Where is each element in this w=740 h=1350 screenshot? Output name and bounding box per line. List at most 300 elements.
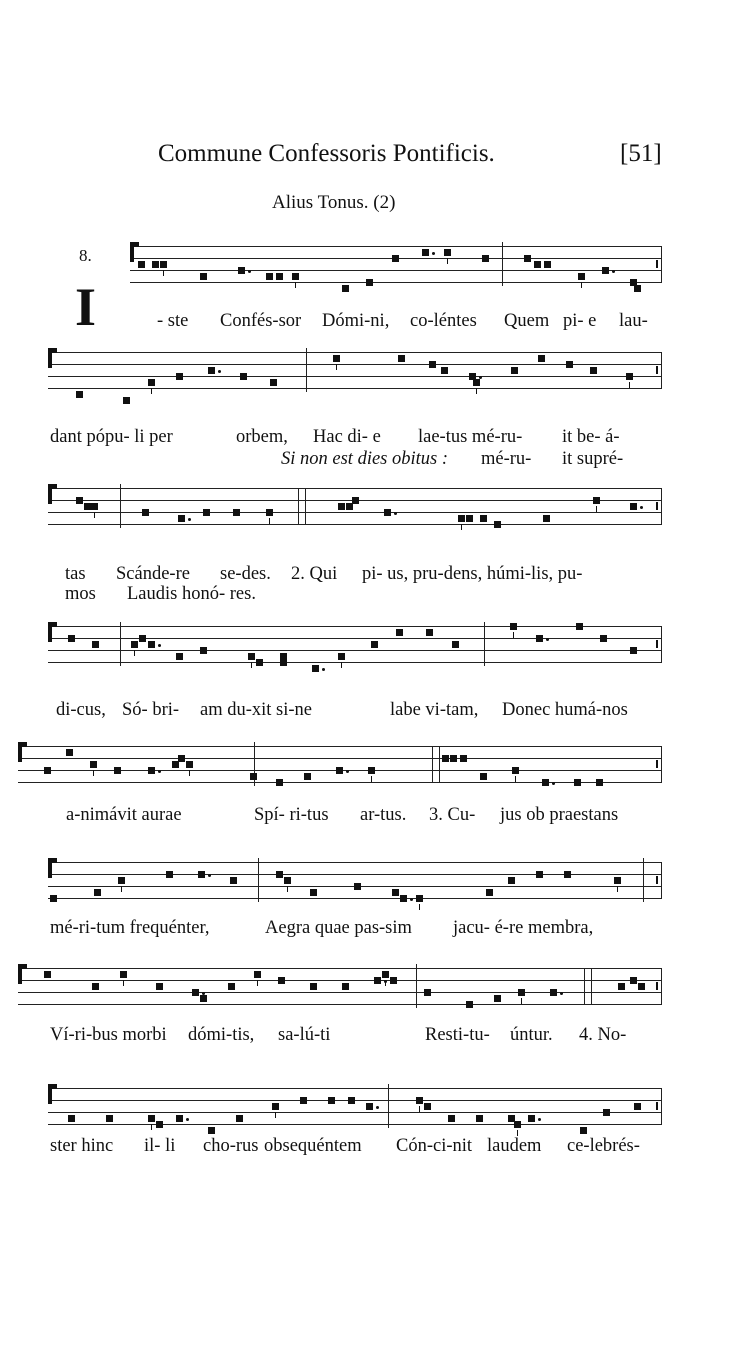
neume-note xyxy=(424,1103,431,1110)
mora-dot xyxy=(208,874,211,877)
l3alt-a: mos xyxy=(65,584,96,604)
neume-note xyxy=(460,755,467,762)
l3-b: Scánde-re xyxy=(116,564,190,584)
neume-note xyxy=(543,515,550,522)
neume-note xyxy=(336,767,343,774)
bar-line xyxy=(306,348,307,392)
mora-dot xyxy=(346,770,349,773)
neume-note xyxy=(452,641,459,648)
neume-note xyxy=(208,1127,215,1134)
bar-line xyxy=(502,242,503,286)
ictus-mark xyxy=(123,980,124,986)
neume-note xyxy=(346,503,353,510)
neume-note xyxy=(342,285,349,292)
neume-note xyxy=(338,503,345,510)
staff-line xyxy=(18,782,662,783)
double-bar-line xyxy=(584,968,592,1004)
neume-note xyxy=(200,273,207,280)
ictus-mark xyxy=(287,886,288,892)
neume-note xyxy=(600,635,607,642)
neume-note xyxy=(68,1115,75,1122)
staff-end-line xyxy=(661,246,662,282)
neume-note xyxy=(564,871,571,878)
neume-note xyxy=(473,379,480,386)
staff-line xyxy=(48,1112,662,1113)
staff-4 xyxy=(48,616,662,672)
l2-b: orbem, xyxy=(236,427,288,447)
neume-note xyxy=(580,1127,587,1134)
staff-line xyxy=(48,898,662,899)
neume-note xyxy=(352,497,359,504)
clef-mark xyxy=(48,484,52,504)
neume-note xyxy=(333,355,340,362)
neume-note xyxy=(626,373,633,380)
neume-note xyxy=(422,249,429,256)
neume-note xyxy=(131,641,138,648)
neume-note xyxy=(90,761,97,768)
bar-line xyxy=(388,1084,389,1128)
ictus-mark xyxy=(163,270,164,276)
neume-note xyxy=(76,497,83,504)
l8-a: ster hinc xyxy=(50,1136,114,1156)
neume-note xyxy=(382,971,389,978)
staff-line xyxy=(48,512,662,513)
ictus-mark xyxy=(513,632,514,638)
staff-line xyxy=(130,246,662,247)
l4-d: labe vi-tam, xyxy=(390,700,479,720)
neume-note xyxy=(92,983,99,990)
neume-note xyxy=(603,1109,610,1116)
staff-line xyxy=(18,1004,662,1005)
clef-mark xyxy=(18,742,22,762)
ictus-mark xyxy=(189,770,190,776)
staff-line xyxy=(48,352,662,353)
staff-5 xyxy=(18,736,662,792)
l2-e: it be- á- xyxy=(562,427,620,447)
chant-subtitle: Alius Tonus. (2) xyxy=(272,192,396,213)
neume-note xyxy=(634,1103,641,1110)
ictus-mark xyxy=(517,1130,518,1136)
neume-note xyxy=(536,871,543,878)
staff-line xyxy=(48,662,662,663)
neume-note xyxy=(476,1115,483,1122)
neume-note xyxy=(480,515,487,522)
l3-a: tas xyxy=(65,564,86,584)
l4-b: Só- bri- xyxy=(122,700,180,720)
neume-note xyxy=(278,977,285,984)
neume-note xyxy=(50,895,57,902)
neume-note xyxy=(256,659,263,666)
neume-note xyxy=(630,647,637,654)
initial-letter: I xyxy=(75,277,97,337)
staff-line xyxy=(48,862,662,863)
l1-f: pi- e xyxy=(563,311,597,331)
bar-line xyxy=(643,858,644,902)
clef-mark xyxy=(48,622,52,642)
staff-line xyxy=(48,388,662,389)
mora-dot xyxy=(376,1106,379,1109)
neume-note xyxy=(139,635,146,642)
ictus-mark xyxy=(476,388,477,394)
ictus-mark xyxy=(447,258,448,264)
neume-note xyxy=(466,515,473,522)
clef-mark xyxy=(48,348,52,368)
ictus-mark xyxy=(121,886,122,892)
neume-note xyxy=(614,877,621,884)
ictus-mark xyxy=(419,1106,420,1112)
neume-note xyxy=(371,641,378,648)
neume-note xyxy=(328,1097,335,1104)
neume-note xyxy=(534,261,541,268)
l1-d: co-léntes xyxy=(410,311,477,331)
l2alt-a: Si non est dies obitus : xyxy=(281,449,449,469)
l3alt-b: Laudis honó- res. xyxy=(127,584,256,604)
staff-end-line xyxy=(661,352,662,388)
l1-e: Quem xyxy=(504,311,550,331)
neume-note xyxy=(458,515,465,522)
neume-note xyxy=(342,983,349,990)
neume-note xyxy=(254,971,261,978)
neume-note xyxy=(590,367,597,374)
staff-line xyxy=(48,1124,662,1125)
neume-note xyxy=(392,889,399,896)
bar-line xyxy=(258,858,259,902)
staff-line xyxy=(18,746,662,747)
clef-mark xyxy=(48,1084,52,1104)
l2-c: Hac di- e xyxy=(313,427,381,447)
neume-note xyxy=(228,983,235,990)
neume-note xyxy=(178,515,185,522)
neume-note xyxy=(233,509,240,516)
ictus-mark xyxy=(151,1124,152,1130)
l4-e: Donec humá-nos xyxy=(502,700,628,720)
neume-note xyxy=(429,361,436,368)
l6-c: jacu- é-re membra, xyxy=(453,918,594,938)
neume-note xyxy=(482,255,489,262)
staff-end-line xyxy=(661,746,662,782)
mora-dot xyxy=(612,270,615,273)
neume-note xyxy=(444,249,451,256)
neume-note xyxy=(176,373,183,380)
neume-note xyxy=(266,509,273,516)
neume-note xyxy=(638,983,645,990)
custos-mark xyxy=(656,876,658,884)
neume-note xyxy=(426,629,433,636)
neume-note xyxy=(442,755,449,762)
ictus-mark xyxy=(581,282,582,288)
staff-line xyxy=(48,376,662,377)
l2-a: dant pópu- li per xyxy=(50,427,173,447)
mora-dot xyxy=(410,898,413,901)
neume-note xyxy=(266,273,273,280)
neume-note xyxy=(441,367,448,374)
ictus-mark xyxy=(134,650,135,656)
staff-line xyxy=(48,650,662,651)
neume-note xyxy=(354,883,361,890)
staff-2 xyxy=(48,342,662,398)
l5-e: jus ob praestans xyxy=(500,805,619,825)
neume-note xyxy=(84,503,91,510)
neume-note xyxy=(538,355,545,362)
staff-line xyxy=(48,626,662,627)
staff-line xyxy=(48,1088,662,1089)
neume-note xyxy=(120,971,127,978)
l7-b: dómi-tis, xyxy=(188,1025,255,1045)
neume-note xyxy=(348,1097,355,1104)
neume-note xyxy=(114,767,121,774)
neume-note xyxy=(276,779,283,786)
neume-note xyxy=(68,635,75,642)
neume-note xyxy=(200,647,207,654)
l8-e: Cón-ci-nit xyxy=(396,1136,473,1156)
neume-note xyxy=(374,977,381,984)
neume-note xyxy=(390,977,397,984)
double-bar-line xyxy=(298,488,306,524)
ictus-mark xyxy=(385,980,386,986)
mode-number: 8. xyxy=(79,246,92,265)
l2alt-c: it supré- xyxy=(562,449,624,469)
staff-line xyxy=(130,270,662,271)
neume-note xyxy=(536,635,543,642)
l5-c: ar-tus. xyxy=(360,805,407,825)
neume-note xyxy=(160,261,167,268)
ictus-mark xyxy=(596,506,597,512)
ictus-mark xyxy=(336,364,337,370)
neume-note xyxy=(142,509,149,516)
custos-mark xyxy=(656,1102,658,1110)
l1-a: - ste xyxy=(157,311,189,331)
neume-note xyxy=(514,1121,521,1128)
neume-note xyxy=(566,361,573,368)
staff-end-line xyxy=(661,862,662,898)
staff-line xyxy=(130,282,662,283)
l4-a: di-cus, xyxy=(56,700,106,720)
neume-note xyxy=(596,779,603,786)
neume-note xyxy=(480,773,487,780)
double-bar-line xyxy=(432,746,440,782)
staff-3 xyxy=(48,478,662,534)
neume-note xyxy=(630,503,637,510)
neume-note xyxy=(176,1115,183,1122)
l5-d: 3. Cu- xyxy=(429,805,476,825)
l1-b: Confés-sor xyxy=(220,311,302,331)
neume-note xyxy=(602,267,609,274)
neume-note xyxy=(292,273,299,280)
neume-note xyxy=(208,367,215,374)
l7-e: úntur. xyxy=(510,1025,553,1045)
l7-a: Ví-ri-bus morbi xyxy=(50,1025,167,1045)
mora-dot xyxy=(538,1118,541,1121)
neume-note xyxy=(198,871,205,878)
neume-note xyxy=(238,267,245,274)
l4-c: am du-xit si-ne xyxy=(200,700,313,720)
neume-note xyxy=(398,355,405,362)
neume-note xyxy=(118,877,125,884)
ictus-mark xyxy=(515,776,516,782)
clef-mark xyxy=(48,858,52,878)
neume-note xyxy=(250,773,257,780)
neume-note xyxy=(494,995,501,1002)
l3-c: se-des. xyxy=(220,564,271,584)
ictus-mark xyxy=(257,980,258,986)
l5-a: a-nimávit aurae xyxy=(66,805,182,825)
neume-note xyxy=(106,1115,113,1122)
neume-note xyxy=(272,1103,279,1110)
neume-note xyxy=(280,659,287,666)
neume-note xyxy=(310,983,317,990)
mora-dot xyxy=(158,770,161,773)
neume-note xyxy=(284,877,291,884)
neume-note xyxy=(176,653,183,660)
staff-line xyxy=(48,488,662,489)
ictus-mark xyxy=(94,512,95,518)
neume-note xyxy=(508,877,515,884)
staff-line xyxy=(48,1100,662,1101)
ictus-mark xyxy=(341,662,342,668)
neume-note xyxy=(448,1115,455,1122)
mora-dot xyxy=(560,992,563,995)
ictus-mark xyxy=(275,1112,276,1118)
mora-dot xyxy=(432,252,435,255)
neume-note xyxy=(178,755,185,762)
neume-note xyxy=(148,1115,155,1122)
l2-d: lae-tus mé-ru- xyxy=(418,427,523,447)
l8-g: ce-lebrés- xyxy=(567,1136,640,1156)
custos-mark xyxy=(656,982,658,990)
l6-a: mé-ri-tum frequénter, xyxy=(50,918,210,938)
mora-dot xyxy=(546,638,549,641)
ictus-mark xyxy=(295,282,296,288)
mora-dot xyxy=(552,782,555,785)
neume-note xyxy=(152,261,159,268)
l3-d: 2. Qui xyxy=(291,564,338,584)
neume-note xyxy=(511,367,518,374)
neume-note xyxy=(200,995,207,1002)
neume-note xyxy=(270,379,277,386)
neume-note xyxy=(310,889,317,896)
mora-dot xyxy=(158,644,161,647)
custos-mark xyxy=(656,640,658,648)
staff-6 xyxy=(48,852,662,908)
neume-note xyxy=(366,1103,373,1110)
neume-note xyxy=(630,977,637,984)
clef-mark xyxy=(130,242,134,262)
l2alt-b: mé-ru- xyxy=(481,449,532,469)
l7-c: sa-lú-ti xyxy=(278,1025,331,1045)
mora-dot xyxy=(218,370,221,373)
staff-end-line xyxy=(661,1088,662,1124)
clef-mark xyxy=(18,964,22,984)
neume-note xyxy=(276,871,283,878)
staff-line xyxy=(18,758,662,759)
neume-note xyxy=(92,641,99,648)
ictus-mark xyxy=(371,776,372,782)
staff-line xyxy=(18,968,662,969)
staff-7 xyxy=(18,958,662,1014)
neume-note xyxy=(248,653,255,660)
mora-dot xyxy=(186,1118,189,1121)
neume-note xyxy=(166,871,173,878)
neume-note xyxy=(230,877,237,884)
l8-c: cho-rus xyxy=(203,1136,259,1156)
neume-note xyxy=(366,279,373,286)
staff-end-line xyxy=(661,626,662,662)
custos-mark xyxy=(656,502,658,510)
neume-note xyxy=(450,755,457,762)
neume-note xyxy=(510,623,517,630)
neume-note xyxy=(518,989,525,996)
neume-note xyxy=(466,1001,473,1008)
mora-dot xyxy=(188,518,191,521)
neume-note xyxy=(94,889,101,896)
neume-note xyxy=(192,989,199,996)
neume-note xyxy=(148,641,155,648)
staff-line xyxy=(48,524,662,525)
neume-note xyxy=(304,773,311,780)
neume-note xyxy=(593,497,600,504)
neume-note xyxy=(528,1115,535,1122)
neume-note xyxy=(550,989,557,996)
neume-note xyxy=(424,989,431,996)
ictus-mark xyxy=(629,382,630,388)
neume-note xyxy=(384,509,391,516)
neume-note xyxy=(574,779,581,786)
neume-note xyxy=(240,373,247,380)
mora-dot xyxy=(394,512,397,515)
bar-line xyxy=(416,964,417,1008)
mora-dot xyxy=(322,668,325,671)
neume-note xyxy=(203,509,210,516)
neume-note xyxy=(148,767,155,774)
staff-line xyxy=(18,980,662,981)
neume-note xyxy=(542,779,549,786)
l6-b: Aegra quae pas-sim xyxy=(265,918,412,938)
neume-note xyxy=(312,665,319,672)
mora-dot xyxy=(640,506,643,509)
neume-note xyxy=(236,1115,243,1122)
ictus-mark xyxy=(521,998,522,1004)
neume-note xyxy=(368,767,375,774)
l8-d: obsequéntem xyxy=(264,1136,362,1156)
bar-line xyxy=(484,622,485,666)
ictus-mark xyxy=(617,886,618,892)
ictus-mark xyxy=(151,388,152,394)
custos-mark xyxy=(656,260,658,268)
custos-mark xyxy=(656,760,658,768)
neume-note xyxy=(123,397,130,404)
neume-note xyxy=(494,521,501,528)
neume-note xyxy=(156,983,163,990)
staff-8 xyxy=(48,1078,662,1134)
neume-note xyxy=(186,761,193,768)
neume-note xyxy=(76,391,83,398)
l5-b: Spí- ri-tus xyxy=(254,805,329,825)
neume-note xyxy=(400,895,407,902)
staff-1 xyxy=(130,236,662,292)
neume-note xyxy=(512,767,519,774)
neume-note xyxy=(544,261,551,268)
staff-end-line xyxy=(661,968,662,1004)
neume-note xyxy=(66,749,73,756)
ictus-mark xyxy=(269,518,270,524)
staff-end-line xyxy=(661,488,662,524)
neume-note xyxy=(300,1097,307,1104)
bar-line xyxy=(120,484,121,528)
neume-note xyxy=(486,889,493,896)
mora-dot xyxy=(248,270,251,273)
neume-note xyxy=(44,767,51,774)
l3-e: pi- us, pru-dens, húmi-lis, pu- xyxy=(362,564,583,584)
